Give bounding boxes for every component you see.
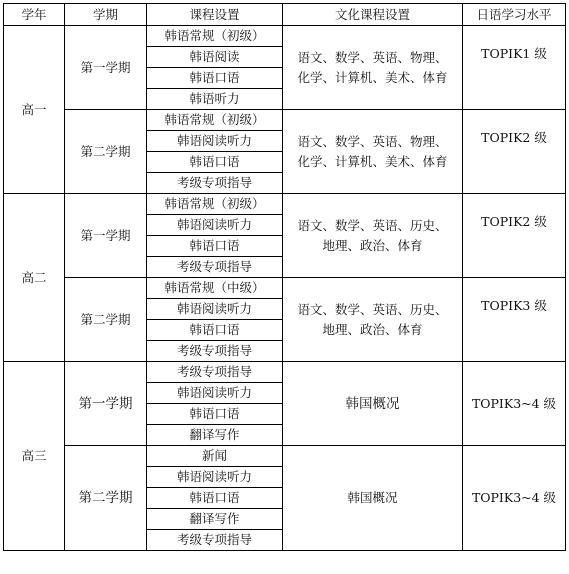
course-cell: 韩语阅读听力 [147,467,283,488]
culture-line: 语文、数学、英语、历史、 [297,301,448,317]
course-cell: 考级专项指导 [147,530,283,551]
table-row [4,446,566,467]
course-cell: 翻译写作 [147,425,283,446]
culture-line: 语文、数学、英语、物理、 [297,133,448,149]
course-cell: 韩语口语 [147,404,283,425]
semester-cell: 第一学期 [65,194,147,278]
course-cell: 韩语阅读听力 [147,131,283,152]
header-row [4,4,566,26]
culture-line: 地理、政治、体育 [322,321,423,337]
culture-cell [283,26,463,110]
table-row [4,194,566,215]
course-cell: 韩语常规（中级） [147,278,283,299]
course-cell: 韩语常规（初级） [147,26,283,47]
table-row [4,110,566,131]
header-culture-courses: 文化课程设置 [283,4,463,26]
course-cell: 韩语阅读听力 [147,383,283,404]
semester-cell: 第一学期 [65,362,147,446]
course-cell: 韩语常规（初级） [147,110,283,131]
table-row [4,26,566,47]
culture-cell [283,110,463,194]
culture-line: 地理、政治、体育 [322,237,423,253]
year-cell: 高一 [4,26,65,194]
course-cell: 韩语口语 [147,320,283,341]
header-level: 日语学习水平 [463,4,566,26]
level-cell: TOPIK3~4 级 [463,362,566,446]
course-cell: 韩语常规（初级） [147,194,283,215]
level-cell: TOPIK3~4 级 [463,446,566,551]
curriculum-table [3,3,566,551]
header-semester: 学期 [65,4,147,26]
level-cell: TOPIK3 级 [463,278,566,362]
course-cell: 韩语口语 [147,488,283,509]
header-courses: 课程设置 [147,4,283,26]
culture-line: 语文、数学、英语、历史、 [297,217,448,233]
course-cell: 新闻 [147,446,283,467]
course-cell: 韩语口语 [147,236,283,257]
culture-line: 韩国概况 [347,490,398,505]
header-year: 学年 [4,4,65,26]
culture-line: 化学、计算机、美术、体育 [297,153,448,169]
level-cell: TOPIK2 级 [463,194,566,278]
level-cell: TOPIK2 级 [463,110,566,194]
culture-cell [283,194,463,278]
culture-line: 韩国概况 [345,395,400,412]
course-cell: 考级专项指导 [147,362,283,383]
course-cell: 韩语阅读听力 [147,299,283,320]
year-cell: 高二 [4,194,65,362]
year-cell: 高三 [4,362,65,551]
table-row [4,362,566,383]
course-cell: 考级专项指导 [147,257,283,278]
culture-line: 化学、计算机、美术、体育 [297,69,448,85]
course-cell: 韩语听力 [147,89,283,110]
course-cell: 考级专项指导 [147,173,283,194]
course-cell: 韩语口语 [147,152,283,173]
culture-cell [283,446,463,551]
semester-cell: 第二学期 [65,446,147,551]
semester-cell: 第二学期 [65,278,147,362]
culture-cell [283,362,463,446]
culture-line: 语文、数学、英语、物理、 [297,49,448,65]
semester-cell: 第一学期 [65,26,147,110]
level-cell: TOPIK1 级 [463,26,566,110]
semester-cell: 第二学期 [65,110,147,194]
course-cell: 考级专项指导 [147,341,283,362]
table-row [4,278,566,299]
course-cell: 韩语阅读 [147,47,283,68]
course-cell: 翻译写作 [147,509,283,530]
course-cell: 韩语口语 [147,68,283,89]
course-cell: 韩语阅读听力 [147,215,283,236]
culture-cell [283,278,463,362]
